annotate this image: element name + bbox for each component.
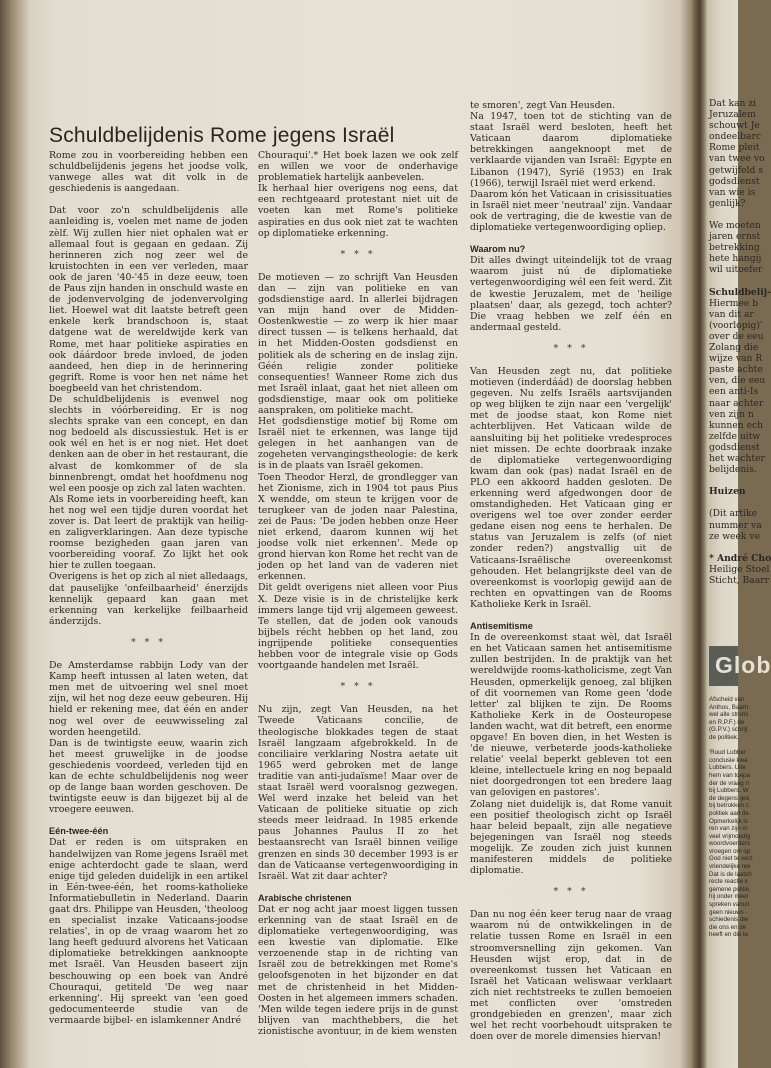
subheading: Arabische christenen	[258, 892, 352, 903]
column-line: hete hangij	[709, 253, 762, 265]
paragraph: In de overeenkomst staat wèl, dat Israël en het Vaticaan samen het antisemitisme zullen bestrijden. In de praktijk van het wereldwijde rooms-katholicisme, zegt Van Heusden, opmerkelijk genoeg, zal blijken of dit voornemen van Rome geen 'dode letter' zal blijken te zijn. De Rooms Katholieke Kerk in de Oosteuropese landen wacht, wat dit betreft, een enorme opgave! En boven dien, in het Westen is 'de nieuwe, verbeterde joods-katholieke relatie' veelal beperkt gebleven tot een kleine, intellectuele kring en nog bepaald niet doorgedrongen tot een bredere laag van gelovigen en pastores'.	[470, 632, 672, 799]
paragraph: Dit geldt overigens niet alleen voor Pius X. Deze visie is in de christelijke kerk immers lange tijd vrij algemeen geweest. Te stellen, dat de joden ook vanouds bijbels récht hebben op het land, zou ingrijpende politieke consequenties hebben voor de integrale visie op Gods voortgaande handelen met Israël.	[258, 582, 458, 672]
column-line: Hiermee b	[709, 297, 759, 309]
column-line: Zolang die	[709, 342, 759, 354]
paragraph: Overigens is het op zich al niet alledaags, dat pauselijke 'onfeilbaarheid' énerzijds kennelijk gepaard kan gaan met erkenning van kerkelijke feilbaarheid ánderzijds.	[49, 571, 248, 627]
column-line: Opmerkelijk is	[709, 817, 748, 825]
next-page-column-clipped	[709, 98, 771, 587]
column-line: (voorlopig)'	[709, 319, 763, 331]
column-line: heeft en die te	[709, 931, 749, 939]
column-line: de degens gek	[709, 794, 750, 802]
paragraph: Dat voor zo'n schuldbelijdenis alle aanleiding is, voelen met name de joden zèlf. Wij zullen hier niet ophalen wat er allemaal fout is gegaan en gedaan. Zij herinneren zich nog zeer wel de kruistochten in een ver verleden, maar ook de jaren '40-'45 in deze eeuw, toen de Paus zijn handen in onschuld waste en de jodenvervolging de jodenvervolging liet. Hoewel wat dit laatste betreft geen enkele kerk brandschoon is, staat datgene wat de wereldwijde kerk van Rome, met haar politieke aspiraties en ook dáárdoor brede invloed, de joden aandeed, hen diep in de herinnering gegrift. Rome is voor hen net náme het boegbeeld van het christendom.	[49, 205, 248, 394]
column-line: Afscheid van	[709, 696, 745, 703]
paragraph: Rome zou in voorbereiding hebben een schuldbelijdenis jegens het joodse volk, vanwege alles wat dit volk in de geschiedenis is aangedaan.	[49, 150, 248, 195]
column-line: recte reactie k	[709, 878, 748, 886]
column-line: veel vrijmoedig	[709, 832, 751, 840]
paragraph: De motieven — zo schrijft Van Heusden dan — zijn van politieke en van godsdienstige aard. In allerlei bijdragen van mijn hand over de Midden-Oostenkwestie — zo werp ik hier maar direct tussen — is telkens herhaald, dat in het Midden-Oosten godsdienst en politiek als de schering en de inslag zijn. Géén religie zonder politieke consequenties! Wanneer Rome zich dus met Israël inlaat, gaat het niet alleen om godsdienstige, maar ook om politieke aanspraken, om politieke macht.	[258, 271, 458, 416]
column-line: een anti-Is	[709, 386, 759, 398]
paragraph: Toen Theodor Herzl, de grondlegger van het Zionisme, zich in 1904 tot paus Pius X wendde, om steun te krijgen voor de terugkeer van de joden naar Palestina, zei de Paus: 'De joden hebben onze Heer niet erkend, daarom kunnen wij het joodse volk niet erkennen'. Mede op grond hiervan kon Rome het recht van de joden op het land van de vaderen niet erkennen.	[258, 471, 458, 583]
section-divider: * * *	[553, 342, 589, 354]
column-line	[709, 209, 739, 220]
subheading: Antisemitisme	[470, 621, 533, 632]
column-line: bij Lubbers. W	[709, 787, 749, 795]
column-line	[709, 742, 738, 750]
column-line: wijze van R	[709, 353, 763, 365]
column-line: van twee vo	[709, 153, 765, 165]
column-line: Schuldbelij-	[709, 286, 771, 298]
column-line: zelfde uitw	[709, 430, 761, 442]
column-line: ven zijn n	[709, 408, 754, 420]
paragraph: te smoren', zegt Van Heusden.	[470, 100, 616, 111]
paragraph: Als Rome iets in voorbereiding heeft, kan het nog wel een tijdje duren voordat het zover is. Dat leert de praktijk van heilig- en zaligverklaringen. Aan deze typische roomse bezigheden gaan jaren van voorbereiding vooraf. Zo lijkt het ook hier te zullen toegaan.	[49, 493, 248, 572]
column-line: hem van toepa	[709, 771, 750, 779]
paragraph: Dit alles dwingt uiteindelijk tot de vraag waarom juist nú de diplomatieke vertegenwoordiging wél een feit werd. Zit de kwestie Jeruzalem, met de 'heilige plaatsen' daar, als gezegd, toch achter? Die vraag hebben we zelf één en andermaal gesteld.	[470, 255, 672, 333]
column-line: wil uitoefer	[709, 264, 763, 276]
column-line: Dat is de laatsh	[709, 870, 752, 878]
paragraph: Dat er reden is om uitspraken en handelwijzen van Rome jegens Israël met enige achterdocht gade te slaan, werd enige tijd geleden duidelijk in een artikel in Eén-twee-één, het rooms-katholieke Informatiebulletin in Nederland. Daarin gaat drs. Philippe van Heusden, 'theoloog en specialist inzake Vaticaans-joodse relaties', in op de vraag waarom het zo lang heeft geduurd alvorens het Vaticaan diplomatieke betrekkingen aanknoopte met Israël. Van Heusden baseert zijn beschouwing op een boek van André Chouraqui, getiteld 'De weg naar erkenning'. Hij spreekt van 'een goed gedocumenteerde studie van de vermaarde bijbel- en islamkenner André	[49, 837, 248, 1026]
column-line: schouwt Je	[709, 120, 760, 132]
column-line: geen nieuws -	[709, 908, 748, 916]
column-line: godsdienst	[709, 441, 760, 453]
column-line: Dat kan zi	[709, 98, 757, 109]
section-divider: * * *	[340, 248, 376, 260]
column-line: paste achte	[709, 364, 763, 376]
column-line: * André Cho	[709, 552, 771, 564]
column-line: (Dit artike	[709, 508, 758, 520]
spacer	[258, 882, 458, 893]
paragraph: Ik herhaal hier overigens nog eens, dat een rechtgeaard protestant niet uit de voeten kan met Rome's politieke aspiraties en dus ook niet zat te wachten op diplomatieke erkenning.	[258, 183, 458, 239]
column-line: van dit ar	[709, 308, 754, 320]
article-column-2	[258, 150, 458, 1037]
article-headline: Schuldbelijdenis Rome jegens Israël	[49, 124, 395, 147]
spacer	[49, 815, 248, 826]
column-line: belijdenis.	[709, 464, 757, 476]
paragraph: Zolang niet duidelijk is, dat Rome vanuit een positief theologisch zicht op Israël haar beleid bepaalt, zijn alle negatieve bejegeningen van Israël nog steeds mogelijk. Ze zouden zich juist kunnen manifesteren middels de politieke diplomatie.	[470, 798, 672, 877]
column-line	[709, 542, 739, 553]
article-column-3	[470, 100, 672, 1042]
column-line: conclusie kwa	[709, 756, 748, 764]
column-line: politiek aan de	[709, 809, 749, 817]
section-divider: * * *	[130, 636, 167, 648]
column-line: betrekking	[709, 242, 760, 254]
column-line: Huizen	[709, 486, 746, 498]
column-line: We moeten	[709, 220, 761, 232]
paragraph: Chouraqui'.* Het boek lazen we ook zelf en willen we voor de onderhavige problematiek hartelijk aanbevelen.	[258, 150, 458, 184]
column-line: hij onder meer	[709, 893, 749, 901]
subheading: Eén-twee-één	[49, 826, 109, 837]
spacer	[49, 194, 248, 205]
column-line: nummer va	[709, 519, 762, 531]
column-line: woordvoerders	[709, 840, 750, 848]
subheading: Waarom nu?	[470, 244, 526, 255]
column-line: der de vraag n	[709, 779, 749, 787]
column-line: getwijfeld s	[709, 164, 763, 176]
column-line: wel alle stromi	[709, 711, 749, 719]
article-column-1	[49, 150, 248, 1026]
paragraph: Daarom kón het Vaticaan in crisissituaties in Israël niet meer 'neutraal' zijn. Vandaar ook de vertraging, die de kwestie van de diplomatieke vertegenwoordiging opliep.	[470, 188, 672, 234]
column-line: ven, die eeu	[709, 375, 766, 387]
section-divider: * * *	[340, 681, 376, 693]
next-page-column-lower	[709, 696, 753, 939]
column-line: naar achter	[709, 397, 764, 409]
column-line: vroegen om op	[709, 847, 751, 855]
column-line: Sticht, Baarr	[709, 575, 770, 587]
column-line: ren van zijn m	[709, 825, 748, 833]
column-line	[709, 276, 739, 287]
paragraph: De Amsterdamse rabbijn Lody van der Kamp heeft intussen al laten weten, dat men met de uitvoering wel snel moet zijn, wil het nog deze eeuw gebeuren. Hij hield er rekening mee, dat één en ander nog wel over de eeuwwisseling zal worden heengetild.	[49, 660, 248, 738]
column-line	[709, 475, 739, 486]
column-line: Anthos, Baarn	[709, 703, 749, 711]
column-line: van wie is	[709, 186, 756, 198]
column-line: godsdienst	[709, 175, 760, 187]
paragraph: De schuldbelijdenis is evenwel nog slechts in vóórbereiding. Er is nog slechts sprake van een concept, en dan nog bedoeld als discussiestuk. Het is er ook wél en het is er nog niet. Het doet denken aan de ober in het restaurant, die alvast de komkommer of de sla binnenbrengt, omdat het hoofdmenu nog wel een poosje op zich zal laten wachten.	[49, 393, 248, 494]
page-fold-shadow	[692, 0, 706, 1068]
column-line: ze week ve	[709, 530, 761, 542]
column-line: en R.P.F.) de	[709, 718, 745, 726]
column-line: de politiek.	[709, 733, 739, 741]
globe-banner-label: Glob	[715, 652, 771, 678]
spacer	[470, 610, 672, 621]
paragraph: Na 1947, toen tot de stichting van de staat Israël werd besloten, heeft het Vaticaan daarom diplomatieke betrekkingen aangeknoopt met de verklaarde vijanden van Israël: Egypte en Libanon (1947), Syrië (1953) en Irak (1966), terwijl Israël niet werd erkend.	[470, 111, 672, 189]
column-line: jaren ernst	[709, 231, 761, 243]
spacer	[470, 233, 672, 244]
paragraph: Dat er nog acht jaar moest liggen tussen erkenning van de staat Israël en de diplomatieke vertegenwoordiging, was een kwestie van diplomatie. Elke verzoenende stap in de richting van Israël zou de betrekkingen met Rome's geloofsgenoten in het bijzonder en dat met de christenheid in het Midden-Oosten in het algemeen immers schaden. 'Men wilde tegen iedere prijs in de gunst blijven van machthebbers, die het zionistische avontuur, in de kiem wensten	[258, 903, 458, 1037]
column-line: spreken vanuit	[709, 901, 750, 909]
paragraph: Dan nu nog één keer terug naar de vraag waarom nú de ontwikkelingen in de relatie tussen Rome en Israël in een stroomversnelling zijn gekomen. Van Heusden wijst erop, dat in de overeenkomst tussen het Vaticaan en Israël het Vaticaan weliswaar verklaart zich niet rechtstreeks te zullen bemoeien met conflicten over 'omstreden grondgebieden en grenzen', maar zich wel het recht voorbehoudt uitspraken te doen over de morele dimensies hiervan!	[470, 909, 672, 1043]
column-line: bij betrokken c	[709, 802, 749, 810]
column-line: 'Ruud Lubber	[709, 749, 746, 757]
column-line: die ons en de	[709, 923, 747, 931]
paragraph: Dan is de twintigste eeuw, waarin zich het meest gruwelijke in de joodse geschiedenis voordeed, verleden tijd en kan de echte schuldbelijdenis nog weer op de lange baan worden geschoven. De twintigste eeuw is dan bijgezet bij al de vroegere eeuwen.	[49, 737, 248, 816]
column-line: schiedenis die	[709, 916, 749, 924]
paragraph: Van Heusden zegt nu, dat politieke motieven (inderdáád) de doorslag hebben gegeven. Nu zelfs Israëls aartsvijanden op weg blijken te zijn naar een 'vergelijk' met de joodse staat, kon Rome niet achterblijven. Het Vaticaan wilde de aansluiting bij het politieke vredesproces niet missen. De echte doorbraak inzake de diplomatieke vertegenwoordiging kwam dan ook (pas) nadat Israël en de PLO een akkoord hadden gesloten. De erkenning werd afgedwongen door de omstandigheden. Het Vaticaan ging er overigens wel toe over zonder eerder gedane eisen nog eens te herhalen. De status van Jeruzalem is zelfs (of niet zonder reden?) angstvallig uit de Vaticaans-Israëlische overeenkomst gehouden. Het belangrijkste deel van de overeenkomst is voorlopig gewijd aan de rechten en opvattingen van de Rooms Katholieke Kerk in Israël.	[470, 365, 672, 610]
column-line: Rome pleit	[709, 142, 760, 154]
column-line	[709, 497, 739, 508]
column-line: gemene politie	[709, 885, 750, 893]
column-line: Jeruzalem	[709, 109, 756, 121]
column-line: ondeelbarc	[709, 131, 762, 143]
section-divider: * * *	[553, 886, 589, 898]
column-line: genlijk?	[709, 197, 746, 209]
globe-section-banner	[709, 646, 771, 686]
paragraph: Nu zijn, zegt Van Heusden, na het Tweede Vaticaans concilie, de theologische blokkades tegen de staat Israël langzaam afgebrokkeld. In de conciliaire verklaring Nostra aetate uit 1965 werd gebroken met de lange traditie van anti-judaïsme! Maar over de staat Israël werd vooralsnog gezwegen. Wel werd inzake het beleid van het Vaticaan de politieke situatie op zich steeds meer leidraad. In 1985 erkende paus Johannes Paulus II zo het bestaansrecht van Israël binnen veilige grenzen en sinds 30 december 1993 is er dan de Vaticaanse vertegenwoordiging in Israël. Wat zit daar achter?	[258, 704, 458, 882]
column-line: Lubbers. Uite	[709, 764, 746, 772]
column-line: (G.P.V.) schrijt	[709, 726, 748, 734]
column-line: vriendelijke ree	[709, 863, 751, 871]
column-line: kunnen ech	[709, 419, 764, 431]
column-line: Heilige Stoel	[709, 563, 770, 575]
column-line: God niet te verz	[709, 855, 753, 863]
column-line: over de eeu	[709, 330, 764, 342]
column-line: het wachter	[709, 453, 765, 464]
paragraph: Het godsdienstige motief bij Rome om Israël niet te erkennen, was lange tijd gelegen in het aanhangen van de zogeheten vervangingstheologie: de kerk is in de plaats van Israël gekomen.	[258, 416, 458, 472]
